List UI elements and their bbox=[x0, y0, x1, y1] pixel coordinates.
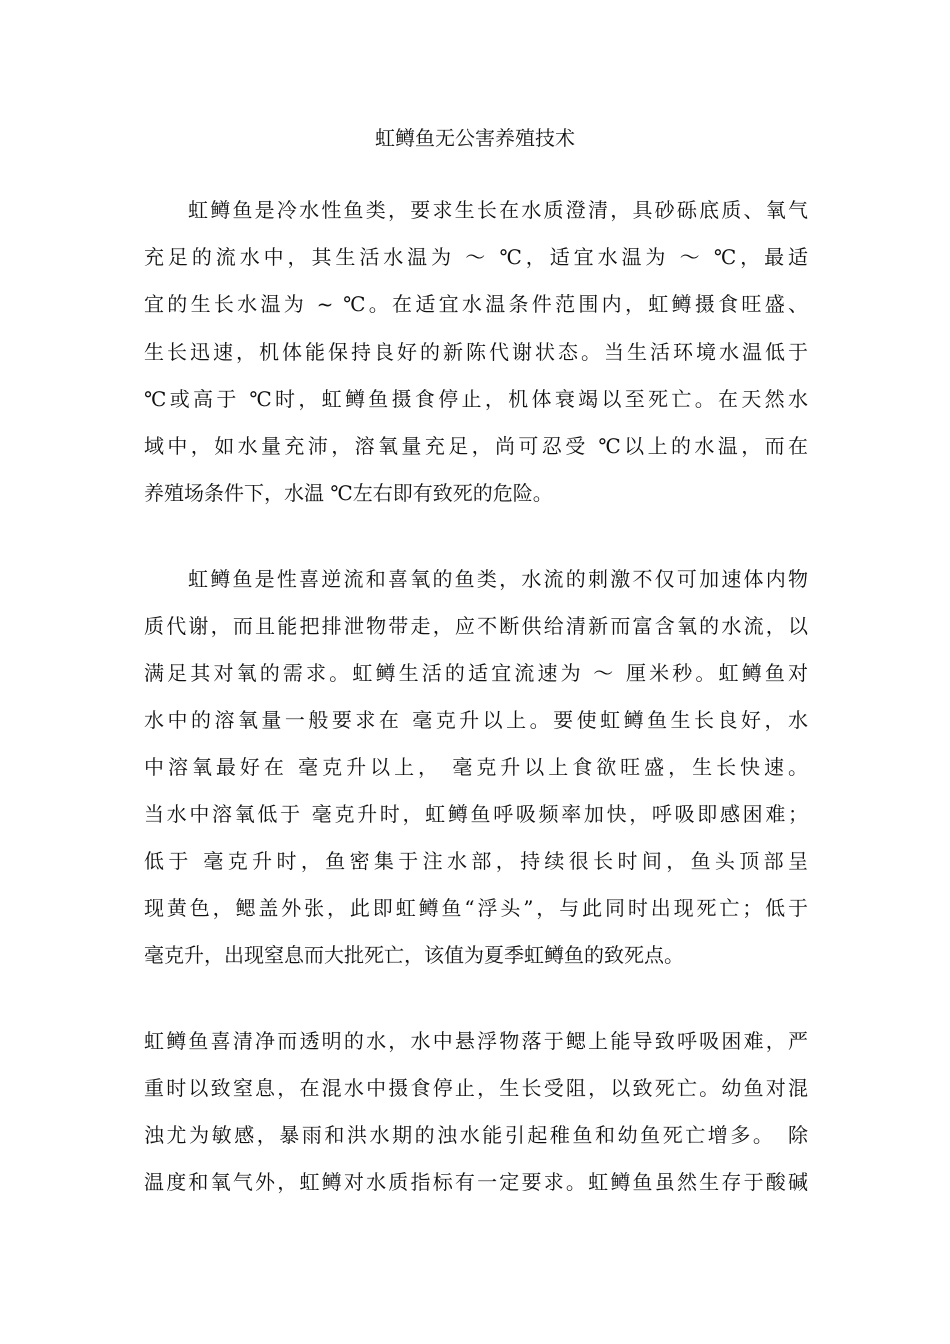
paragraph-1-line-6: 域中，如水量充沛，溶氧量充足，尚可忍受 ℃以上的水温，而在 bbox=[144, 434, 808, 458]
paragraph-2-line-3: 满足其对氧的需求。虹鳟生活的适宜流速为 ～ 厘米秒。虹鳟鱼对 bbox=[144, 661, 808, 685]
paragraph-3-line-4: 温度和氧气外，虹鳟对水质指标有一定要求。虹鳟鱼虽然生存于酸碱 bbox=[144, 1170, 808, 1194]
paragraph-2-line-5: 中溶氧最好在 毫克升以上， 毫克升以上食欲旺盛，生长快速。 bbox=[144, 755, 808, 779]
paragraph-2-line-6: 当水中溶氧低于 毫克升时，虹鳟鱼呼吸频率加快，呼吸即感困难； bbox=[144, 802, 808, 826]
paragraph-2-line-2: 质代谢，而且能把排泄物带走，应不断供给清新而富含氧的水流，以 bbox=[144, 614, 808, 638]
paragraph-1-line-3: 宜的生长水温为 ~ ℃。在适宜水温条件范围内，虹鳟摄食旺盛、 bbox=[144, 292, 808, 316]
paragraph-3-line-3: 浊尤为敏感，暴雨和洪水期的浊水能引起稚鱼和幼鱼死亡增多。 除 bbox=[144, 1123, 808, 1147]
paragraph-2-line-8: 现黄色，鳃盖外张，此即虹鳟鱼“浮头”，与此同时出现死亡；低于 bbox=[144, 896, 808, 920]
paragraph-2-line-7: 低于 毫克升时，鱼密集于注水部，持续很长时间，鱼头顶部呈 bbox=[144, 849, 808, 873]
document-title: 虹鳟鱼无公害养殖技术 bbox=[375, 126, 575, 150]
paragraph-1-line-5: ℃或高于 ℃时，虹鳟鱼摄食停止，机体衰竭以至死亡。在天然水 bbox=[144, 387, 808, 411]
paragraph-1-line-7: 养殖场条件下，水温 ℃左右即有致死的危险。 bbox=[144, 481, 553, 505]
paragraph-2-line-4: 水中的溶氧量一般要求在 毫克升以上。要使虹鳟鱼生长良好，水 bbox=[144, 708, 808, 732]
paragraph-1-line-2: 充足的流水中，其生活水温为 ～ ℃，适宜水温为 ～ ℃，最适 bbox=[144, 245, 808, 269]
paragraph-2-line-1: 虹鳟鱼是性喜逆流和喜氧的鱼类，水流的刺激不仅可加速体内物 bbox=[188, 567, 808, 591]
paragraph-1-line-4: 生长迅速，机体能保持良好的新陈代谢状态。当生活环境水温低于 bbox=[144, 340, 808, 364]
paragraph-2-line-9: 毫克升，出现窒息而大批死亡，该值为夏季虹鳟鱼的致死点。 bbox=[144, 943, 684, 967]
paragraph-3-line-1: 虹鳟鱼喜清净而透明的水，水中悬浮物落于鳃上能导致呼吸困难，严 bbox=[144, 1029, 808, 1053]
paragraph-3-line-2: 重时以致窒息，在混水中摄食停止，生长受阻，以致死亡。幼鱼对混 bbox=[144, 1076, 808, 1100]
paragraph-1-line-1: 虹鳟鱼是冷水性鱼类，要求生长在水质澄清，具砂砾底质、氧气 bbox=[188, 198, 808, 222]
